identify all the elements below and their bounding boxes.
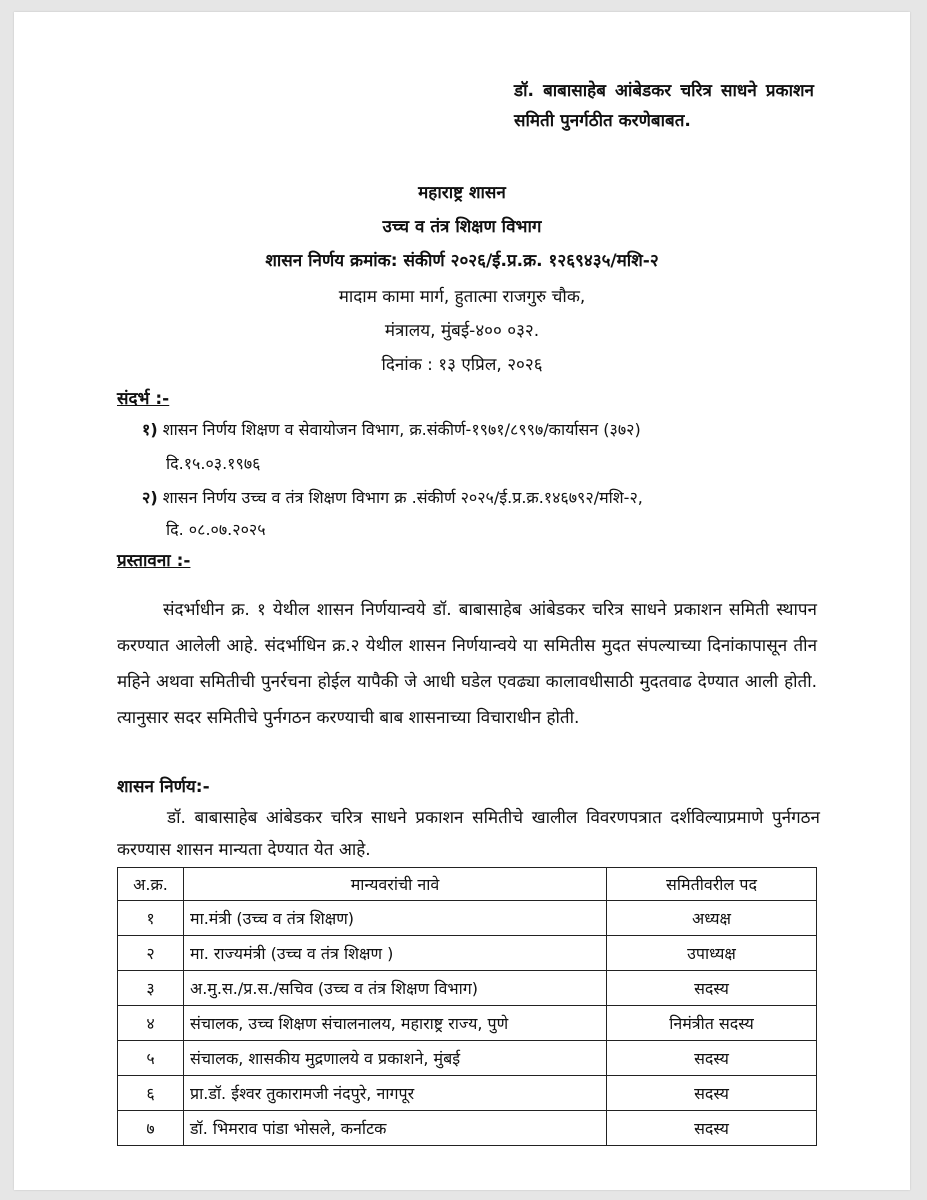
document-page — [14, 12, 910, 1190]
row-name: मा. राज्यमंत्री (उच्च व तंत्र शिक्षण ) — [184, 936, 607, 971]
preamble-title: प्रस्तावना :- — [117, 551, 191, 571]
row-name: अ.मु.स./प्र.स./सचिव (उच्च व तंत्र शिक्षण विभाग) — [184, 971, 607, 1006]
reference-date: दि. ०८.०७.२०२५ — [166, 520, 266, 539]
row-name: डॉ. भिमराव पांडा भोसले, कर्नाटक — [184, 1111, 607, 1146]
table-header-row — [118, 868, 817, 901]
row-name: मा.मंत्री (उच्च व तंत्र शिक्षण) — [184, 901, 607, 936]
address-line-2: मंत्रालय, मुंबई-४०० ०३२. — [384, 321, 540, 341]
table-row — [118, 1076, 817, 1111]
row-serial: ६ — [118, 1076, 184, 1111]
row-position: अध्यक्ष — [607, 901, 817, 936]
row-position: सदस्य — [607, 971, 817, 1006]
reference-item — [142, 418, 641, 440]
table-row — [118, 936, 817, 971]
table-row — [118, 1006, 817, 1041]
header-serial: अ.क्र. — [118, 868, 184, 901]
row-serial: ५ — [118, 1041, 184, 1076]
row-position: सदस्य — [607, 1076, 817, 1111]
reference-date: दि.१५.०३.१९७६ — [166, 454, 261, 473]
committee-table — [117, 867, 817, 1146]
reference-number: १) — [142, 420, 158, 439]
reference-number: २) — [142, 488, 158, 507]
row-name: संचालक, उच्च शिक्षण संचालनालय, महाराष्ट्र राज्य, पुणे — [184, 1006, 607, 1041]
references-title: संदर्भ :- — [117, 389, 170, 409]
header-names: मान्यवरांची नावे — [184, 868, 607, 901]
table-row — [118, 1111, 817, 1146]
gr-number: शासन निर्णय क्रमांक: संकीर्ण २०२६/ई.प्र.क्र. १२६९४३५/मशि-२ — [265, 251, 659, 271]
row-name: प्रा.डॉ. ईश्वर तुकारामजी नंदपुरे, नागपूर — [184, 1076, 607, 1111]
row-serial: ३ — [118, 971, 184, 1006]
decision-title: शासन निर्णय:- — [117, 777, 210, 797]
decision-paragraph: डॉ. बाबासाहेब आंबेडकर चरित्र साधने प्रकाशन समितीचे खालील विवरणपत्रात दर्शविल्याप्रमाणे पुर्नगठन करण्यास शासन मान्यता देण्यात येत आहे. — [117, 808, 820, 860]
row-position: उपाध्यक्ष — [607, 936, 817, 971]
row-serial: ७ — [118, 1111, 184, 1146]
address-line-1: मादाम कामा मार्ग, हुतात्मा राजगुरु चौक, — [338, 287, 586, 307]
row-position: निमंत्रीत सदस्य — [607, 1006, 817, 1041]
reference-item — [142, 486, 643, 508]
table-row — [118, 1041, 817, 1076]
government-name: महाराष्ट्र शासन — [418, 183, 506, 203]
table-row — [118, 901, 817, 936]
row-serial: ४ — [118, 1006, 184, 1041]
table-row — [118, 971, 817, 1006]
preamble-paragraph: संदर्भाधीन क्र. १ येथील शासन निर्णयान्वये डॉ. बाबासाहेब आंबेडकर चरित्र साधने प्रकाशन समिती स्थापन करण्यात आलेली आहे. संदर्भाधिन क्र.२ येथील शासन निर्णयान्वये या समितीस मुदत संपल्याच्या दिनांकापासून तीन महिने अथवा समितीची पुनर्रचना होईल यापैकी जे आधी घडेल एवढ्या कालावधीसाठी मुदतवाढ देण्यात आली होती. त्यानुसार सदर समितीचे पुर्नगठन करण्याची बाब शासनाच्या विचाराधीन होती. — [117, 600, 817, 728]
row-name: संचालक, शासकीय मुद्रणालये व प्रकाशने, मुंबई — [184, 1041, 607, 1076]
row-serial: २ — [118, 936, 184, 971]
header-position: समितीवरील पद — [607, 868, 817, 901]
subject-heading: डॉ. बाबासाहेब आंबेडकर चरित्र साधने प्रकाशन समिती पुनर्गठीत करणेबाबत. — [514, 81, 814, 131]
row-serial: १ — [118, 901, 184, 936]
reference-text: शासन निर्णय शिक्षण व सेवायोजन विभाग, क्र.संकीर्ण-१९७१/८९९७/कार्यासन (३७२) — [162, 420, 641, 439]
reference-text: शासन निर्णय उच्च व तंत्र शिक्षण विभाग क्र .संकीर्ण २०२५/ई.प्र.क्र.१४६७९२/मशि-२, — [162, 488, 643, 507]
department-name: उच्च व तंत्र शिक्षण विभाग — [382, 217, 542, 237]
document-date: दिनांक : १३ एप्रिल, २०२६ — [381, 355, 543, 375]
row-position: सदस्य — [607, 1111, 817, 1146]
row-position: सदस्य — [607, 1041, 817, 1076]
